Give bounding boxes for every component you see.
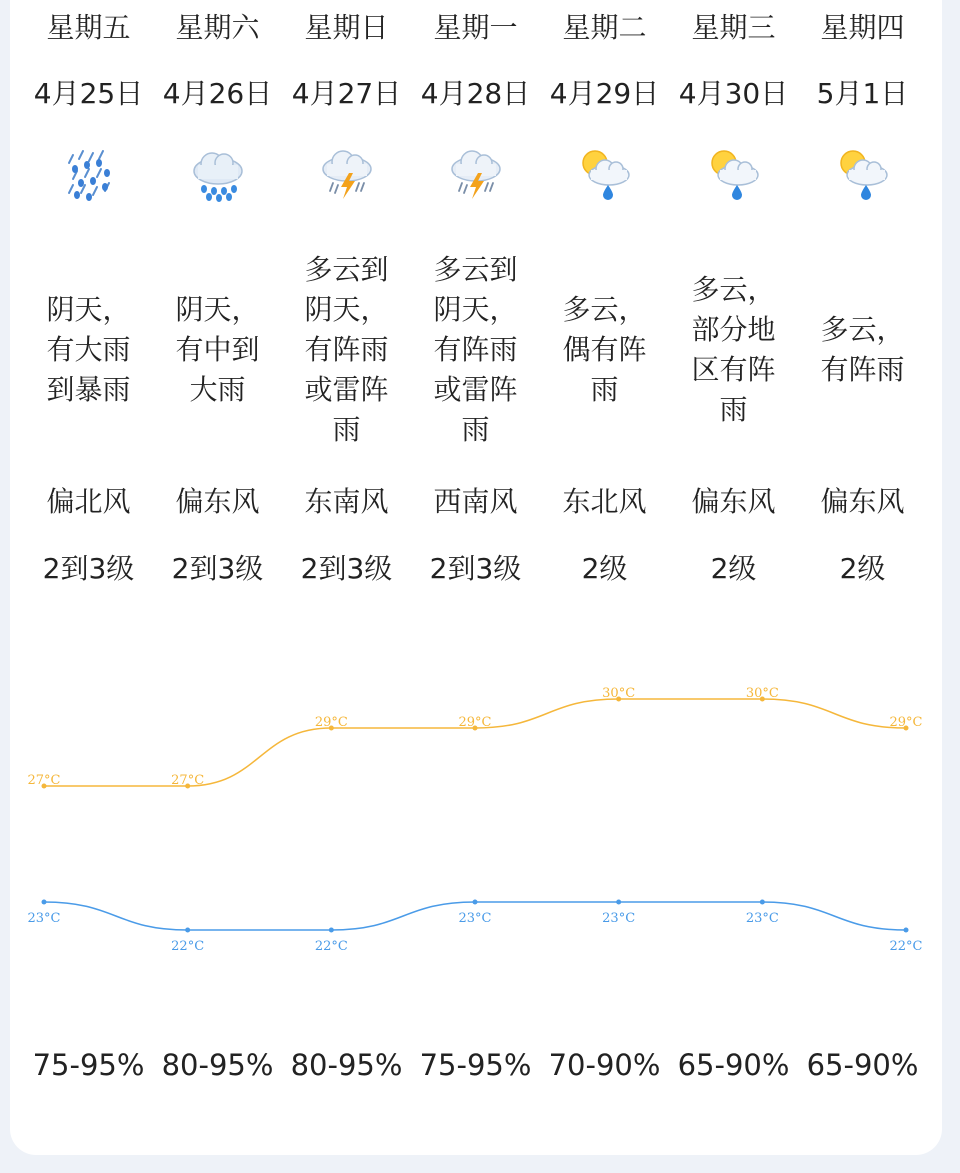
wind-level: 2到3级 — [171, 552, 264, 585]
wind-level: 2级 — [839, 552, 886, 585]
low-temp-point — [473, 900, 478, 905]
wind-direction: 东北风 — [562, 485, 647, 518]
wind-level: 2到3级 — [42, 552, 135, 585]
wind-direction: 偏东风 — [175, 485, 260, 518]
humidity-range: 65-90% — [806, 1048, 919, 1082]
low-temp-point — [42, 900, 47, 905]
humidity-range: 70-90% — [548, 1048, 661, 1082]
weekday-label: 星期六 — [175, 11, 260, 44]
weekday-label: 星期五 — [46, 11, 131, 44]
wind-direction: 偏东风 — [820, 485, 905, 518]
weekday-label: 星期二 — [562, 11, 647, 44]
weekday-label: 星期四 — [820, 11, 905, 44]
high-temp-label: 27°C — [171, 773, 205, 788]
humidity-range: 75-95% — [32, 1048, 145, 1082]
wind-direction: 偏北风 — [46, 485, 131, 518]
weather-description: 多云，有阵雨 — [820, 313, 905, 386]
wind-direction: 东南风 — [304, 485, 389, 518]
weather-description: 阴天，有大雨到暴雨 — [46, 293, 131, 406]
date-label: 4月25日 — [33, 77, 144, 110]
weather-description: 多云，偶有阵雨 — [562, 293, 647, 406]
wind-level: 2到3级 — [429, 552, 522, 585]
low-temp-point — [616, 900, 621, 905]
weekday-label: 星期三 — [691, 11, 776, 44]
humidity-range: 80-95% — [290, 1048, 403, 1082]
wind-level: 2级 — [710, 552, 757, 585]
weekday-label: 星期日 — [304, 11, 389, 44]
humidity-range: 80-95% — [161, 1048, 274, 1082]
low-temp-label: 23°C — [745, 911, 779, 926]
wind-direction: 偏东风 — [691, 485, 776, 518]
low-temp-label: 23°C — [602, 911, 636, 926]
high-temp-label: 30°C — [602, 686, 636, 701]
weekday-label: 星期一 — [433, 11, 518, 44]
low-temp-label: 23°C — [458, 911, 492, 926]
high-temp-label: 29°C — [458, 715, 492, 730]
low-temp-label: 22°C — [171, 939, 205, 954]
low-temp-label: 22°C — [889, 939, 923, 954]
date-label: 4月28日 — [420, 77, 531, 110]
high-temp-label: 27°C — [27, 773, 61, 788]
high-temp-label: 29°C — [314, 715, 348, 730]
high-temp-label: 30°C — [745, 686, 779, 701]
date-label: 4月30日 — [678, 77, 789, 110]
high-temp-label: 29°C — [889, 715, 923, 730]
weather-description: 多云到阴天，有阵雨或雷阵雨 — [433, 253, 518, 446]
low-temp-label: 23°C — [27, 911, 61, 926]
weather-description: 阴天，有中到大雨 — [175, 293, 260, 406]
humidity-range: 65-90% — [677, 1048, 790, 1082]
low-temp-point — [904, 928, 909, 933]
low-temp-label: 22°C — [314, 939, 348, 954]
low-temp-point — [760, 900, 765, 905]
weather-description: 多云，部分地区有阵雨 — [691, 273, 776, 426]
wind-direction: 西南风 — [433, 485, 518, 518]
humidity-range: 75-95% — [419, 1048, 532, 1082]
date-label: 5月1日 — [816, 77, 909, 110]
low-temp-point — [329, 928, 334, 933]
wind-level: 2到3级 — [300, 552, 393, 585]
date-label: 4月27日 — [291, 77, 402, 110]
wind-level: 2级 — [581, 552, 628, 585]
date-label: 4月29日 — [549, 77, 660, 110]
weather-description: 多云到阴天，有阵雨或雷阵雨 — [304, 253, 389, 446]
low-temp-point — [185, 928, 190, 933]
date-label: 4月26日 — [162, 77, 273, 110]
